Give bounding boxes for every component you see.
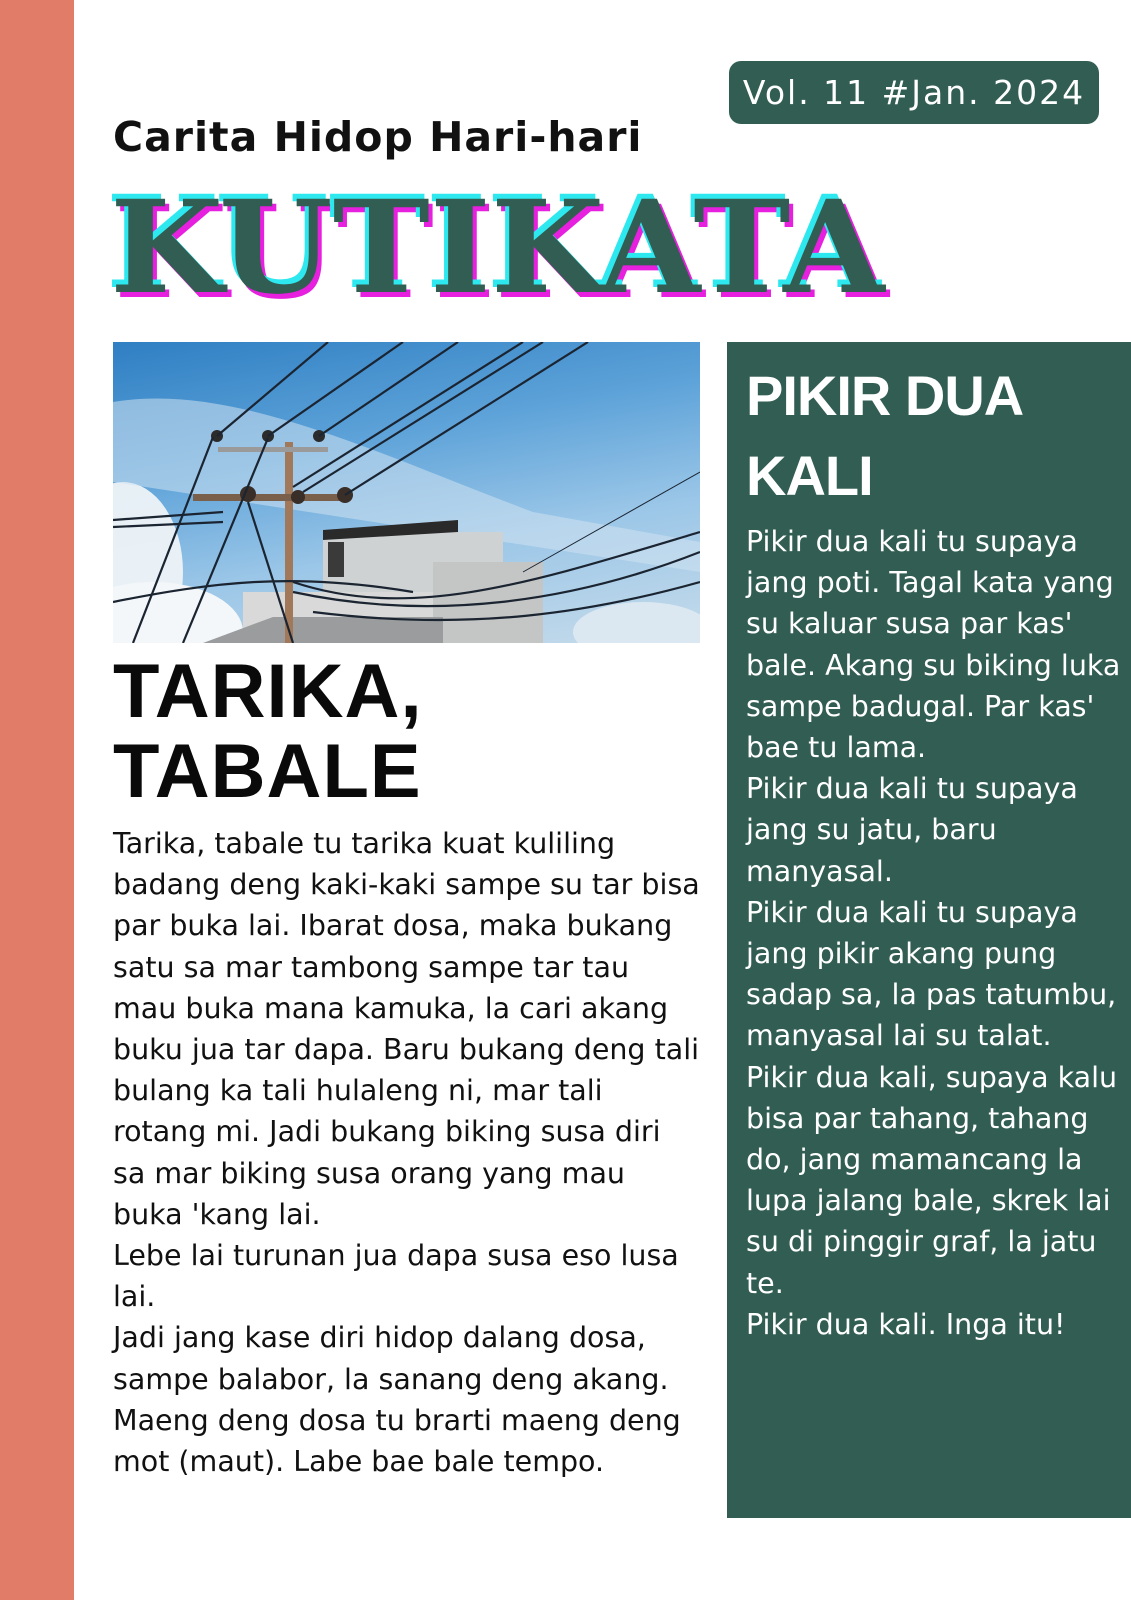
article-paragraph: Jadi jang kase diri hidop dalang dosa, sampe balabor, la sanang deng akang. Maeng deng dosa tu brarti maeng deng mot (maut). Labe bae bale tempo. <box>113 1321 681 1479</box>
sidebar-body <box>746 521 1126 1345</box>
article-body <box>113 823 701 1482</box>
article-title-line-1: TARIKA, <box>113 649 423 734</box>
sidebar-paragraph: Pikir dua kali tu supaya jang poti. Tagal kata yang su kaluar susa par kas' bale. Akang su biking luka sampe badugal. Par kas' bae tu lama. <box>746 525 1121 765</box>
sidebar-title-line-2: KALI <box>746 444 873 507</box>
sidebar-paragraph: Pikir dua kali tu supaya jang su jatu, baru manyasal. <box>746 772 1078 888</box>
issue-badge-text: Vol. 11 #Jan. 2024 <box>742 73 1086 112</box>
sidebar-paragraph: Pikir dua kali, supaya kalu bisa par tahang, tahang do, jang mamancang la lupa jalang bale, skrek lai su di pinggir graf, la jatu te. <box>746 1060 1118 1300</box>
sidebar-title-line-1: PIKIR DUA <box>746 364 1024 427</box>
magazine-subtitle: Carita Hidop Hari-hari <box>113 113 643 161</box>
sidebar-title <box>746 356 1023 516</box>
article-paragraph: Tarika, tabale tu tarika kuat kuliling badang deng kaki-kaki sampe su tar bisa par buka lai. Ibarat dosa, maka bukang satu sa mar tambong sampe tar tau mau buka mana kamuka, la cari akang buku jua tar dapa. Baru bukang deng tali bulang ka tali hulaleng ni, mar tali rotang mi. Jadi bukang biking susa diri sa mar biking susa orang yang mau buka 'kang lai. <box>113 827 700 1231</box>
sidebar-paragraph: Pikir dua kali. Inga itu! <box>746 1307 1066 1341</box>
power-pole-photo-illustration <box>113 342 700 643</box>
article-photo <box>113 342 700 643</box>
sidebar-column <box>727 342 1131 1518</box>
issue-badge <box>729 61 1099 124</box>
article-title <box>113 649 423 814</box>
article-title-line-2: TABALE <box>113 729 422 814</box>
masthead-title: KUTIKATA <box>110 173 885 323</box>
decorative-side-stripe <box>0 0 74 1600</box>
sidebar-paragraph: Pikir dua kali tu supaya jang pikir akang pung sadap sa, la pas tatumbu, manyasal lai su talat. <box>746 895 1117 1053</box>
article-paragraph: Lebe lai turunan jua dapa susa eso lusa lai. <box>113 1239 679 1314</box>
